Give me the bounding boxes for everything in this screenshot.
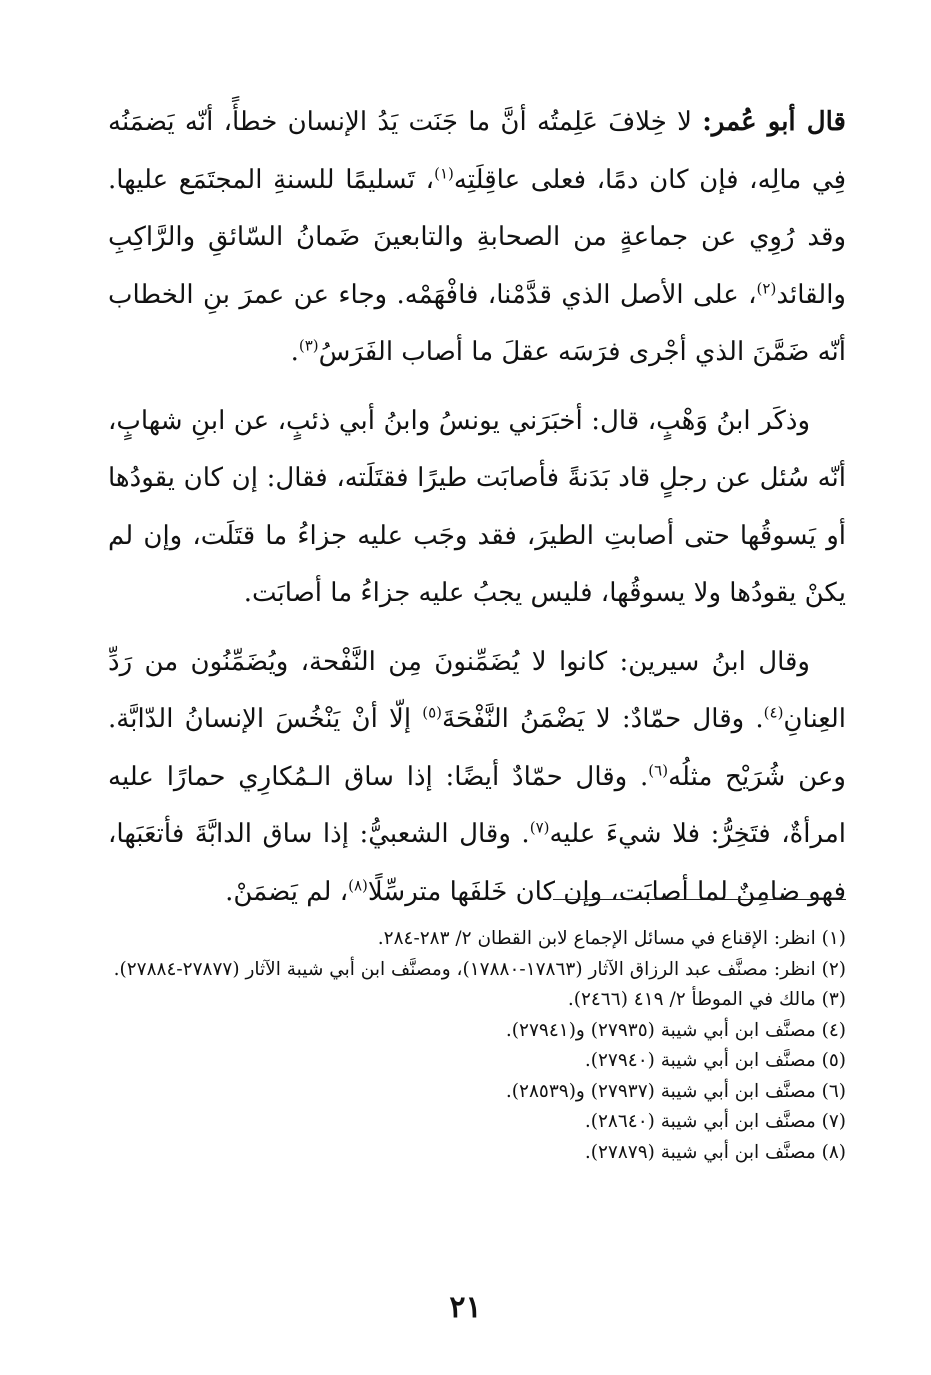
footnote-ref: (٦) (648, 760, 669, 779)
footnote-ref: (٢) (756, 278, 777, 297)
paragraph-text: وذكَر ابنُ وَهْبٍ، قال: أخبَرَني يونسُ وابنُ أبي ذئبٍ، عن ابنِ شهابٍ، أنّه سُئل عن رجلٍ قاد بَدَنةً فأصابَت طيرًا فقتَلَته، فقال: إن كان يقودُها أو يَسوقُها حتى أصابتِ الطيرَ، فقد وجَب عليه جزاءُ ما قتَلَت، وإن لم يكنْ يقودُها ولا يسوقُها، فليس يجبُ عليه جزاءُ ما أصابَت. (108, 405, 846, 608)
paragraph-text: ، لم يَضمَنْ. (225, 876, 349, 907)
paragraph-3 (108, 634, 846, 922)
footnote-ref: (٤) (763, 703, 784, 722)
footnote-ref: (٥) (422, 703, 443, 722)
paragraph-1 (108, 94, 846, 382)
footnote-3: (٣) مالك في الموطأ ٢/ ٤١٩ (٢٤٦٦). (567, 989, 846, 1010)
footnote-8: (٨) مصنَّف ابن أبي شيبة (٢٧٨٧٩). (584, 1141, 846, 1163)
paragraph-2 (108, 393, 846, 623)
page-number: ٢١ (449, 1290, 482, 1325)
footnote-6: (٦) مصنَّف ابن أبي شيبة (٢٧٩٣٧) و(٢٨٥٣٩). (505, 1080, 846, 1102)
footnote-divider (553, 899, 846, 900)
footnote-ref: (٧) (529, 818, 550, 837)
speaker-label: قال أبو عُمر: (702, 107, 846, 137)
footnote-ref: (٣) (298, 336, 319, 355)
paragraph-text: وقال ابنُ سيرين: كانوا لا يُضَمِّنونَ مِن النَّفْحة، ويُضَمِّنُون من رَدِّ العِنانِ (108, 646, 846, 734)
footnote-ref: (١) (434, 163, 454, 182)
footnote-ref: (٨) (348, 875, 368, 894)
paragraph-text: لا خِلافَ عَلِمتُه أنَّ ما جَنَت يَدُ الإنسان خطأً، أنّه يَضمَنُه فِي مالِه، فإن كان دمًا، فعلى عاقِلَتِه (108, 107, 847, 195)
main-text (108, 94, 846, 932)
paragraph-text: . وقال الشعبيُّ: إذا ساق الدابَّةَ فأتعَبَها، فهو ضامِنٌ لما أصابَت، وإن كان خَلفَها مترسِّلًا (108, 819, 846, 907)
paragraph-text: . وقال حمّادٌ: لا يَضْمَنُ النَّفْحَةَ (442, 704, 764, 734)
footnote-7: (٧) مصنَّف ابن أبي شيبة (٢٨٦٤٠). (584, 1111, 846, 1132)
footnote-2: (٢) انظر: مصنَّف عبد الرزاق الآثار (١٧٨٦٣-١٧٨٨٠)، ومصنَّف ابن أبي شيبة الآثار (٢٧٨٧٧-٢٧٨٨٤). (113, 958, 846, 980)
paragraph-text: . (290, 337, 299, 367)
paragraph-text: ، تَسليمًا للسنةِ المجتَمَع عليها. وقد رُوِي عن جماعةٍ من الصحابةِ والتابعينَ ضَمانُ السّائقِ والرَّاكِبِ والقائد (108, 164, 846, 310)
footnotes (108, 924, 846, 1168)
paragraph-text: إلّا أنْ يَنْخُسَ الإنسانُ الدّابَّة. وعن شُرَيْح مثلُه (108, 704, 846, 792)
footnote-5: (٥) مصنَّف ابن أبي شيبة (٢٧٩٤٠). (584, 1050, 846, 1071)
footnote-1: (١) انظر: الإقناع في مسائل الإجماع لابن القطان ٢/ ٢٨٣-٢٨٤. (377, 928, 846, 949)
footnote-4: (٤) مصنَّف ابن أبي شيبة (٢٧٩٣٥) و(٢٧٩٤١). (505, 1019, 846, 1041)
paragraph-text: . وقال حمّادٌ أيضًا: إذا ساق الـمُكارِي حمارًا عليه امرأةٌ، فتَخِرُّ: فلا شيءَ عليه (108, 761, 846, 849)
paragraph-text: ، على الأصل الذي قدَّمْنا، فافْهَمْه. وجاء عن عمرَ بنِ الخطاب أنّه ضَمَّنَ الذي أجْرى فرَسَه عقلَ ما أصاب الفَرَسُ (108, 279, 846, 367)
